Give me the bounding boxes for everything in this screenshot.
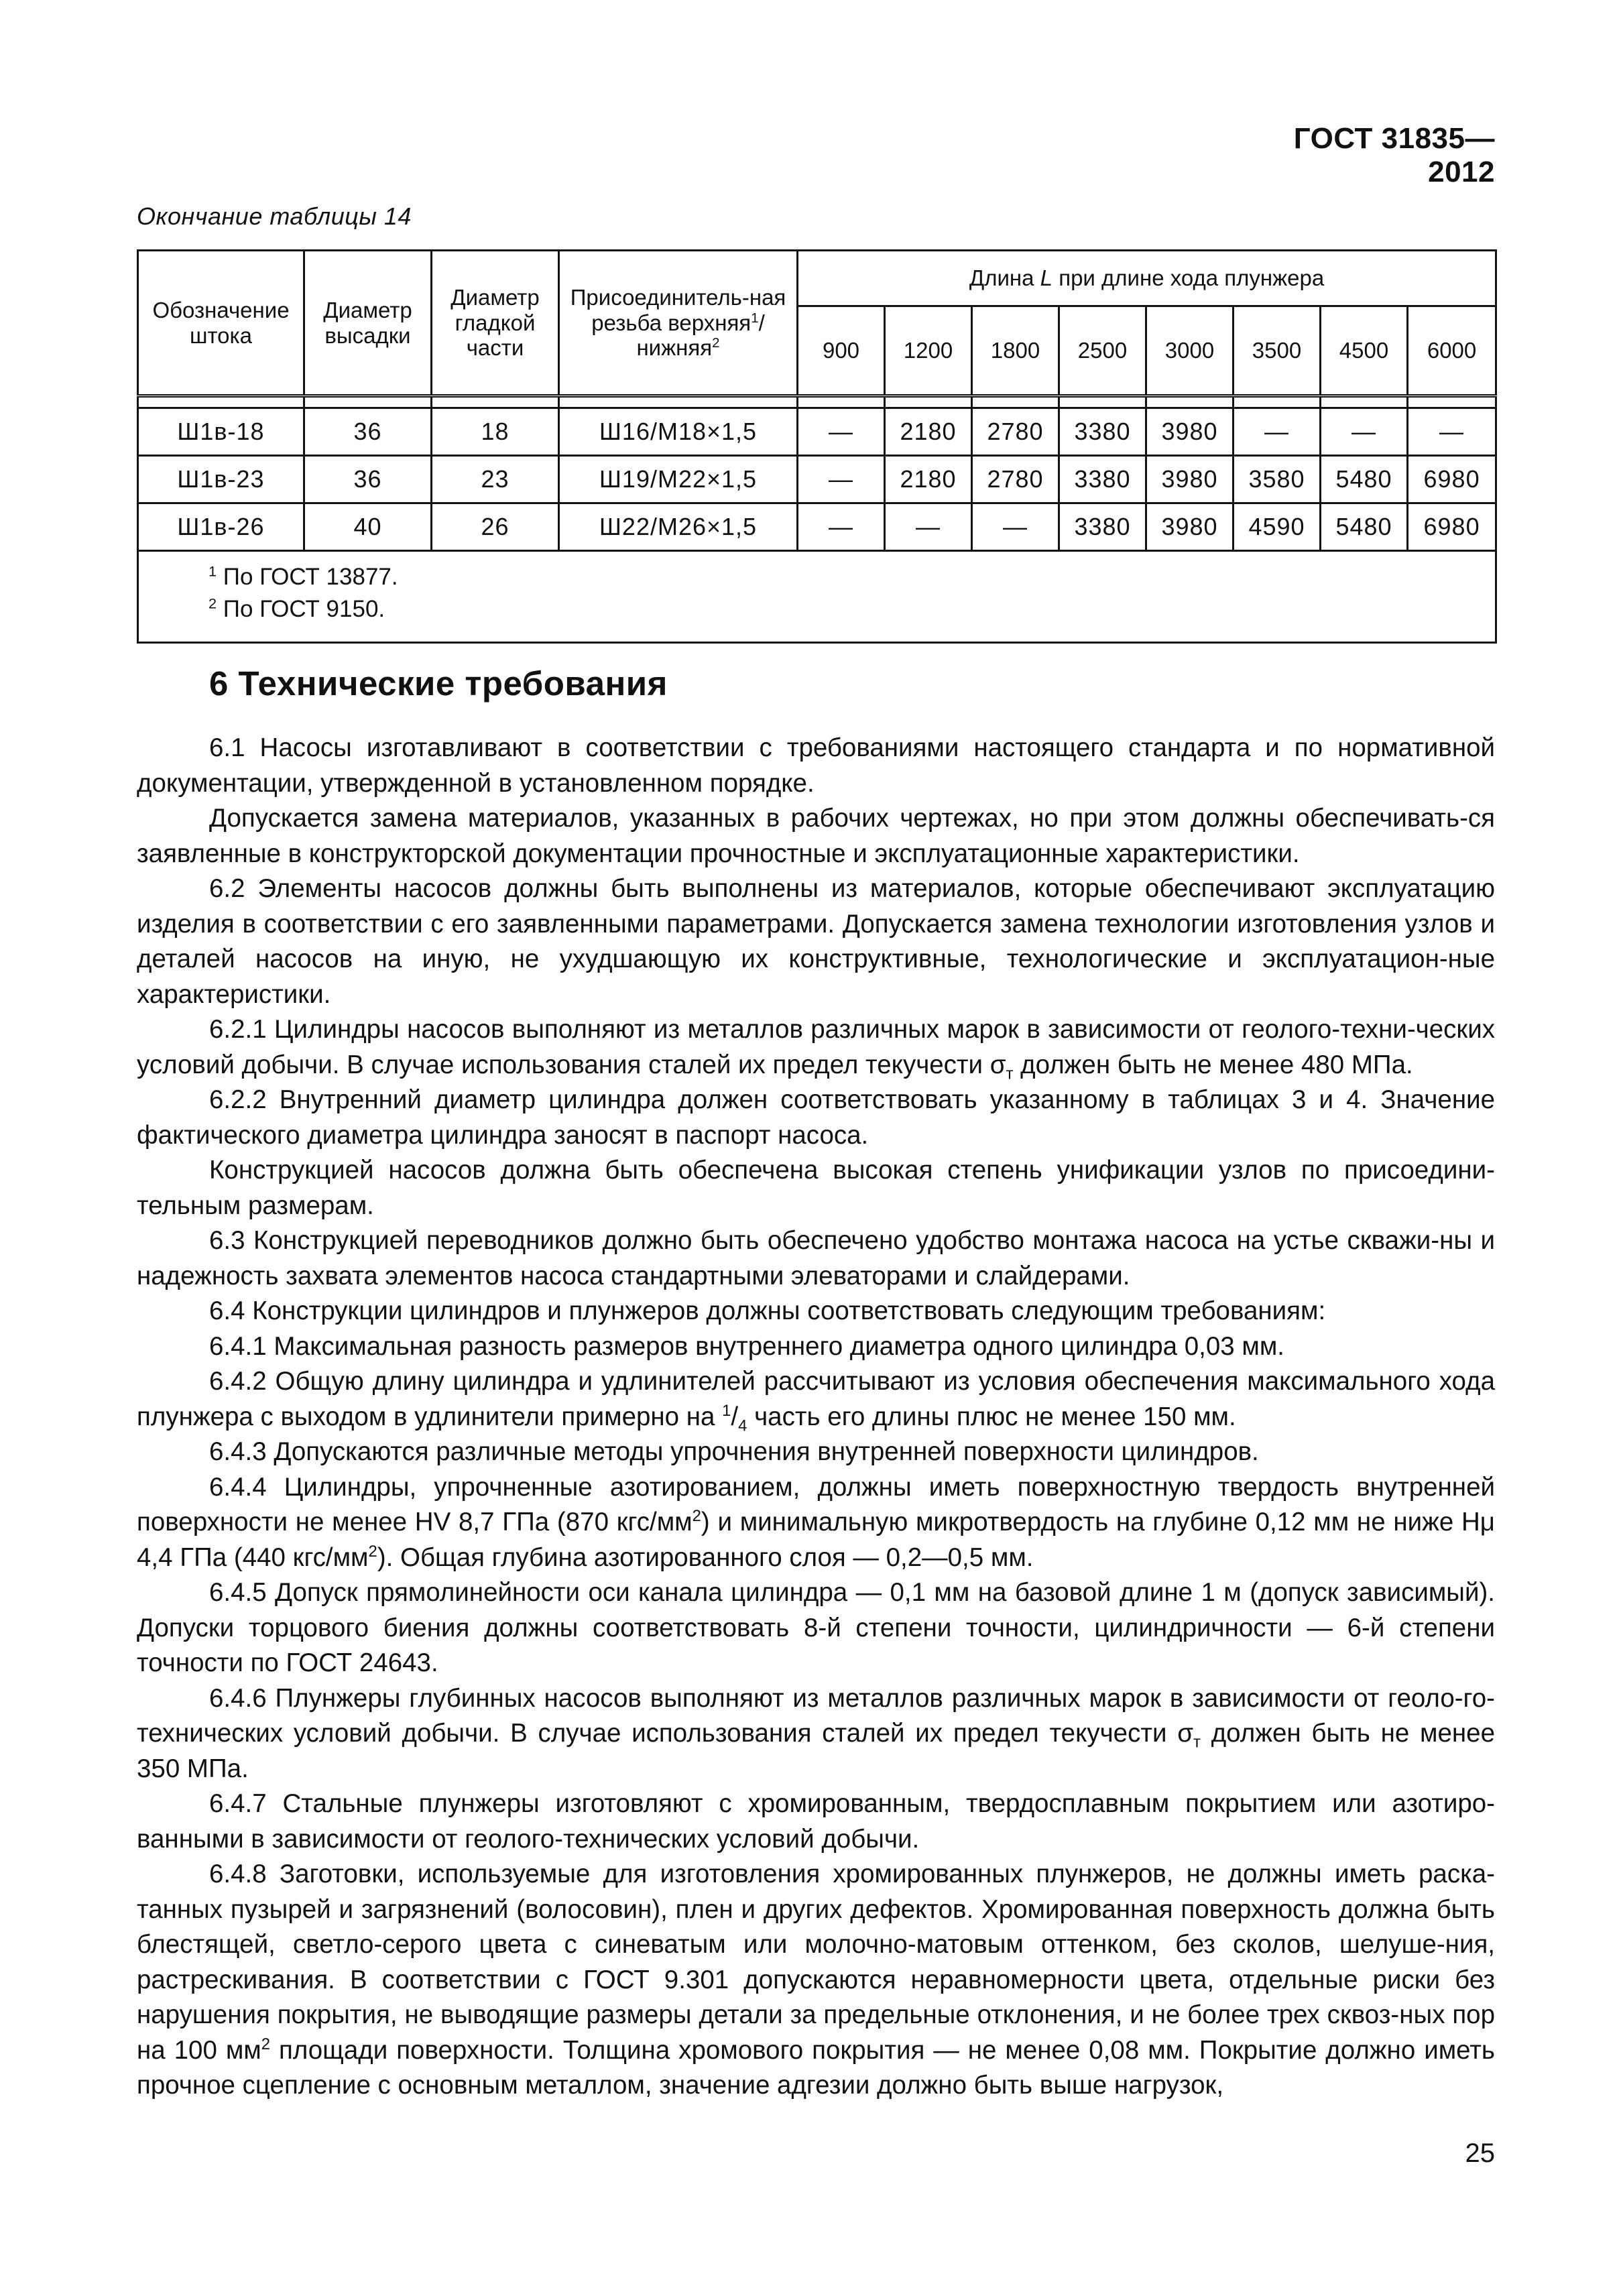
cell-length: — [972, 503, 1059, 551]
stroke-header: 900 [798, 306, 885, 396]
cell-rod: Ш1в-26 [138, 503, 304, 551]
paragraph: 6.3 Конструкцией переводников должно быть обеспечено удобство монтажа насоса на устье скважи-ны и надежность захвата элементов насоса стандартными элеваторами и слайдерами. [137, 1226, 1495, 1290]
paragraph: 6.4.8 Заготовки, используемые для изготовления хромированных плунжеров, не должны иметь раска-танных пузырей и загрязнений (волосовин), плен и других дефектов. Хромированная поверхность должна быть блестящей, светло-серого цвета с синеватым или молочно-матовым оттенком, без сколов, шелуше-ния, растрескивания. В соответствии с ГОСТ 9.301 допускаются неравномерности цвета, отдельные риски без нарушения покрытия, не выводящие размеры детали за предельные отклонения, и не более трех сквоз-ных пор на 100 $мм^2$ площади поверхности. Толщина хромового покрытия — не менее 0,08 мм. Покрытие должно иметь прочное сцепление с основным металлом, значение адгезии должно быть выше нагрузок, [137, 1860, 1495, 2100]
footnote: $^1$ По ГОСТ 13877. [208, 562, 398, 590]
paragraph: 6.2.2 Внутренний диаметр цилиндра должен соответствовать указанному в таблицах 3 и 4. Значение фактического диаметра цилиндра заносят в паспорт насоса. [137, 1085, 1495, 1150]
header-upset-diameter: Диаметр высадки [304, 251, 432, 396]
header-rod-designation: Обозначение штока [138, 251, 304, 396]
cell-thread: Ш19/М22×1,5 [559, 456, 798, 503]
cell-length: 3980 [1146, 456, 1234, 503]
stroke-header: 3000 [1146, 306, 1234, 396]
section-title: 6 Технические требования [209, 664, 668, 703]
cell-length: 2780 [972, 408, 1059, 456]
paragraph: 6.4.7 Стальные плунжеры изготовляют с хромированным, твердосплавным покрытием или азотиро-ванными в зависимости от геолого-технических условий добычи. [137, 1789, 1495, 1854]
cell-length: — [798, 408, 885, 456]
paragraph: 6.1 Насосы изготавливают в соответствии с требованиями настоящего стандарта и по нормативной документации, утвержденной в установленном порядке. [137, 733, 1495, 798]
cell-thread: Ш22/М26×1,5 [559, 503, 798, 551]
paragraph: 6.4.5 Допуск прямолинейности оси канала цилиндра — 0,1 мм на базовой длине 1 м (допуск зависимый). Допуски торцового биения должны соответствовать 8-й степени точности, цилиндричности — 6-й степени точности по ГОСТ 24643. [137, 1578, 1495, 1677]
cell-smooth: 23 [432, 456, 559, 503]
cell-rod: Ш1в-18 [138, 408, 304, 456]
table-footnotes [138, 551, 1496, 643]
cell-upset: 36 [304, 408, 432, 456]
paragraph: Допускается замена материалов, указанных в рабочих чертежах, но при этом должны обеспечивать-ся заявленные в конструкторской документации прочностные и эксплуатационные характеристики. [137, 804, 1495, 868]
cell-length: 6980 [1408, 503, 1496, 551]
header-thread: Присоединитель-ная резьба верхняя$^1$/нижняя$^2$ [559, 251, 798, 396]
header-length: Длина L при длине хода плунжера [798, 251, 1496, 306]
cell-length: 3980 [1146, 408, 1234, 456]
cell-length: — [1234, 408, 1321, 456]
cell-length: 4590 [1234, 503, 1321, 551]
standard-code: ГОСТ 31835—2012 [1293, 122, 1495, 188]
table-row [138, 503, 1496, 551]
cell-smooth: 18 [432, 408, 559, 456]
cell-length: 3380 [1059, 408, 1146, 456]
cell-length: — [798, 456, 885, 503]
cell-length: 3380 [1059, 503, 1146, 551]
rod-dimensions-table [137, 249, 1497, 644]
table-row [138, 408, 1496, 456]
cell-length: 2180 [885, 408, 972, 456]
paragraph: 6.2.1 Цилиндры насосов выполняют из металлов различных марок в зависимости от геолого-техни-ческих условий добычи. В случае использования сталей их предел текучести $\sigma_т$ должен быть не менее 480 МПа. [137, 1015, 1495, 1083]
header-smooth-diameter: Диаметр гладкой части [432, 251, 559, 396]
paragraph: 6.2 Элементы насосов должны быть выполнены из материалов, которые обеспечивают эксплуатацию изделия в соответствии с его заявленными параметрами. Допускается замена технологии изготовления узлов и деталей насосов на иную, не ухудшающую их конструктивные, технологические и эксплуатацион-ные характеристики. [137, 874, 1495, 1009]
cell-length: — [885, 503, 972, 551]
cell-length: 2180 [885, 456, 972, 503]
section-body [137, 731, 1495, 2104]
stroke-header: 4500 [1321, 306, 1408, 396]
paragraph: 6.4.2 Общую длину цилиндра и удлинителей рассчитывают из условия обеспечения максимального хода плунжера с выходом в удлинители примерно на $^1/_4$ часть его длины плюс не менее 150 мм. [137, 1367, 1495, 1435]
stroke-header: 6000 [1408, 306, 1496, 396]
cell-upset: 36 [304, 456, 432, 503]
page-number: 25 [1465, 2138, 1495, 2168]
paragraph: 6.4.6 Плунжеры глубинных насосов выполняют из металлов различных марок в зависимости от геоло-го-технических условий добычи. В случае использования сталей их предел текучести $\sigma_т$ должен быть не менее 350 МПа. [137, 1683, 1495, 1783]
stroke-header: 1800 [972, 306, 1059, 396]
cell-upset: 40 [304, 503, 432, 551]
cell-rod: Ш1в-23 [138, 456, 304, 503]
cell-length: 2780 [972, 456, 1059, 503]
paragraph: 6.4.4 Цилиндры, упрочненные азотированием, должны иметь поверхностную твердость внутренней поверхности не менее HV 8,7 ГПа (870 кгс/$мм^2$) и минимальную микротвердость на глубине 0,12 мм не ниже Hμ 4,4 ГПа (440 кгс/$мм^2$). Общая глубина азотированного слоя — 0,2—0,5 мм. [137, 1472, 1495, 1572]
cell-length: 3980 [1146, 503, 1234, 551]
cell-smooth: 26 [432, 503, 559, 551]
table-row [138, 456, 1496, 503]
stroke-header: 2500 [1059, 306, 1146, 396]
stroke-header: 1200 [885, 306, 972, 396]
footnote: $^2$ По ГОСТ 9150. [208, 595, 385, 622]
cell-length: — [1408, 408, 1496, 456]
table-caption: Окончание таблицы 14 [137, 202, 412, 230]
cell-length: — [1321, 408, 1408, 456]
paragraph: 6.4.3 Допускаются различные методы упрочнения внутренней поверхности цилиндров. [209, 1437, 1259, 1466]
cell-length: 6980 [1408, 456, 1496, 503]
paragraph: 6.4.1 Максимальная разность размеров внутреннего диаметра одного цилиндра 0,03 мм. [209, 1331, 1284, 1361]
cell-length: 3580 [1234, 456, 1321, 503]
cell-length: 5480 [1321, 503, 1408, 551]
cell-thread: Ш16/М18×1,5 [559, 408, 798, 456]
cell-length: — [798, 503, 885, 551]
stroke-header: 3500 [1234, 306, 1321, 396]
cell-length: 5480 [1321, 456, 1408, 503]
paragraph: Конструкцией насосов должна быть обеспечена высокая степень унификации узлов по присоедини-тельным размерам. [137, 1156, 1495, 1220]
cell-length: 3380 [1059, 456, 1146, 503]
paragraph: 6.4 Конструкции цилиндров и плунжеров должны соответствовать следующим требованиям: [209, 1296, 1326, 1325]
